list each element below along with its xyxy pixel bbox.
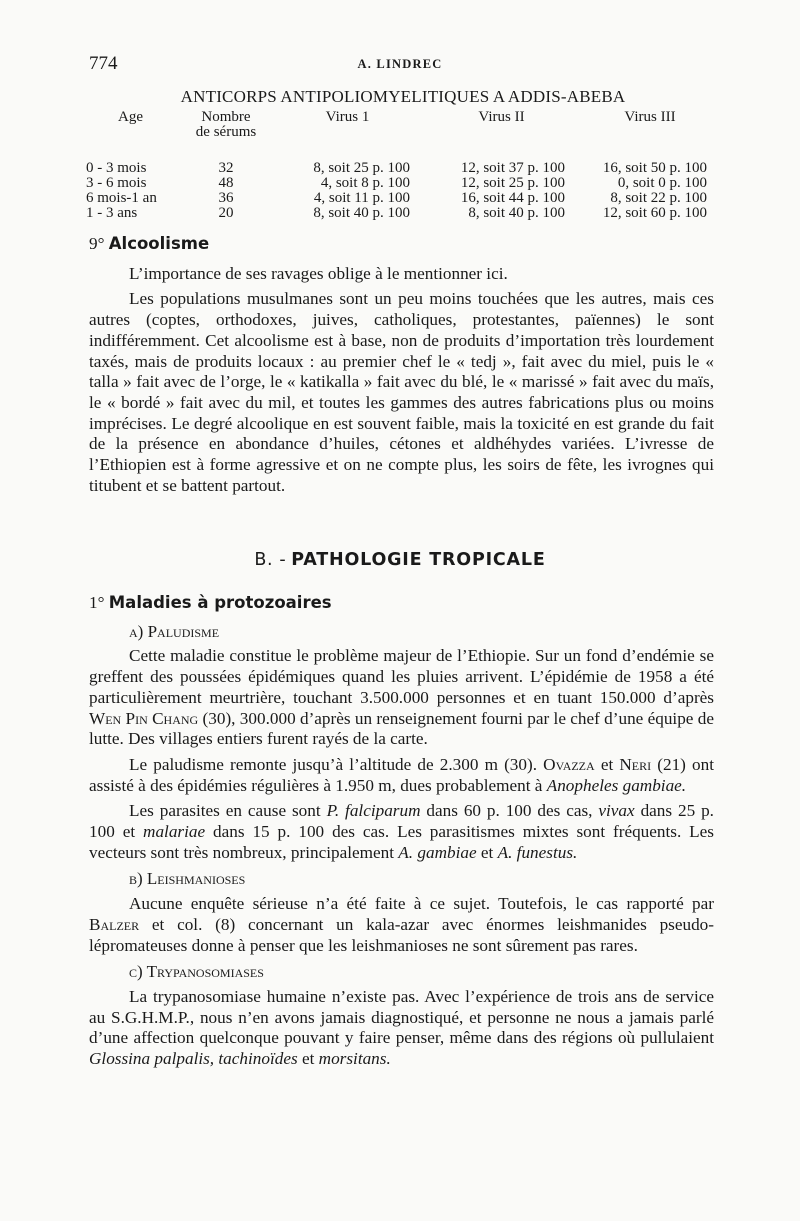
cell-virus-2: 12, soit 37 p. 100 [460,160,565,176]
author-name: Balzer [89,914,140,934]
cell-virus-1: 4, soit 8 p. 100 [320,175,410,191]
table-row [86,161,721,176]
cell-age: 3 - 6 mois [86,175,147,191]
header-nombre: Nombre de sérums [195,109,257,140]
heading-leishmanioses: b) Leishmanioses [129,869,246,889]
cell-virus-3: 8, soit 22 p. 100 [610,190,707,206]
section-title: PATHOLOGIE TROPICALE [291,550,546,570]
table-row [86,206,721,221]
subsection-heading [89,593,714,614]
section-letter: B. - [254,550,287,570]
cell-virus-2: 16, soit 44 p. 100 [460,190,565,206]
cell-count: 48 [218,175,234,191]
cell-virus-2: 8, soit 40 p. 100 [468,205,565,221]
cell-age: 1 - 3 ans [86,205,138,221]
paragraph: La trypanosomiase humaine n’existe pas. Avec l’expérience de trois ans de service au S.G.H.M.P., nous n’en avons jamais diagnostiqué, et personne ne nous a jamais parlé d’une affection quelconque pouvant y faire penser, même dans des régions où pullulaient Glossina palpalis, tachinoïdes et morsitans. [89,986,714,1069]
paragraph: Aucune enquête sérieuse n’a été faite à ce sujet. Toutefois, le cas rapporté par Balzer et col. (8) concernant un kala-azar avec énormes leishmanides pseudo-lépromateuses donne à penser que les leishmanioses ne sont sûrement pas rares. [89,894,714,955]
header-age: Age [118,109,143,125]
table-row [86,176,721,191]
header-virus-2: Virus II [478,109,525,125]
running-head-author: A. LINDREC [357,57,443,71]
alcoolisme-section [89,234,714,496]
table-header-row [86,110,721,161]
paragraph: Les populations musulmanes sont un peu moins touchées que les autres, mais ces autres (coptes, orthodoxes, juives, catholiques, protestantes, païennes) le sont indifféremment. Cet alcoolisme est à base, non de produits d’importation très lourdement taxés, mais de produits locaux : au premier chef le « tedj », fait avec du miel, puis le « talla » fait avec de l’orge, le « katikalla » fait avec du blé, le « marissé » fait avec du maïs, le « bordé » fait avec du mil, et toutes les gammes des autres fabrications plus ou moins imprécises. Le degré alcoolique en est souvent faible, mais la toxicité en est grande du fait de la présence en abondance d’huiles, cétones et aldhéhydes variées. L’ivresse de l’Ethiopien est à forme agressive et on ne compte plus, les soirs de fête, les ivrognes qui titubent et se battent partout. [89,289,714,495]
section-heading-alcoolisme [89,234,714,255]
paragraph: Le paludisme remonte jusqu’à l’altitude de 2.300 m (30). Ovazza et Neri (21) ont assisté à des épidémies régulières à 1.950 m, dues probablement à Anopheles gambiae. [89,754,714,795]
section-b-title [0,549,800,570]
cell-virus-2: 12, soit 25 p. 100 [460,175,565,191]
cell-count: 32 [218,160,234,176]
header-virus-3: Virus III [624,109,676,125]
antibody-table [86,110,721,221]
cell-count: 36 [218,190,234,206]
page-number: 774 [89,53,118,74]
cell-virus-3: 0, soit 0 p. 100 [617,175,707,191]
section-title: Alcoolisme [108,234,210,253]
cell-virus-1: 8, soit 40 p. 100 [313,205,410,221]
cell-virus-1: 8, soit 25 p. 100 [313,160,410,176]
cell-age: 0 - 3 mois [86,160,147,176]
cell-virus-3: 16, soit 50 p. 100 [602,160,707,176]
heading-trypanosomiases: c) Trypanosomiases [129,962,264,982]
cell-count: 20 [218,205,234,221]
subsection-title: Maladies à protozoaires [108,593,332,612]
table-title: ANTICORPS ANTIPOLIOMYELITIQUES A ADDIS-ABEBA [180,87,626,106]
heading-paludisme: a) Paludisme [129,621,220,641]
cell-virus-1: 4, soit 11 p. 100 [313,190,410,206]
paragraph: Les parasites en cause sont P. falciparum dans 60 p. 100 des cas, vivax dans 25 p. 100 et malariae dans 15 p. 100 des cas. Les parasitismes mixtes sont fréquents. Les vecteurs sont très nombreux, principalement A. gambiae et A. funestus. [89,801,714,862]
section-number: 9° [89,234,105,253]
protozoaires-section [89,593,714,1070]
table-row [86,191,721,206]
header-virus-1: Virus 1 [325,109,370,125]
author-name: Neri [619,754,652,774]
author-name: Wen Pin Chang [89,708,199,728]
species-name: Anopheles gambiae. [546,775,687,795]
cell-age: 6 mois-1 an [86,190,157,206]
subsection-number: 1° [89,593,105,612]
author-name: Ovazza [543,754,595,774]
paragraph: L’importance de ses ravages oblige à le mentionner ici. [129,263,508,283]
cell-virus-3: 12, soit 60 p. 100 [602,205,707,221]
paragraph: Cette maladie constitue le problème majeur de l’Ethiopie. Sur un fond d’endémie se greffent des poussées épidémiques quand les pluies arrivent. L’épidémie de 1958 a été particulièrement meurtrière, touchant 3.500.000 personnes et en tuant 150.000 d’après Wen Pin Chang (30), 300.000 d’après un renseignement fourni par le chef d’une équipe de lutte. Des villages entiers furent rayés de la carte. [89,646,714,749]
